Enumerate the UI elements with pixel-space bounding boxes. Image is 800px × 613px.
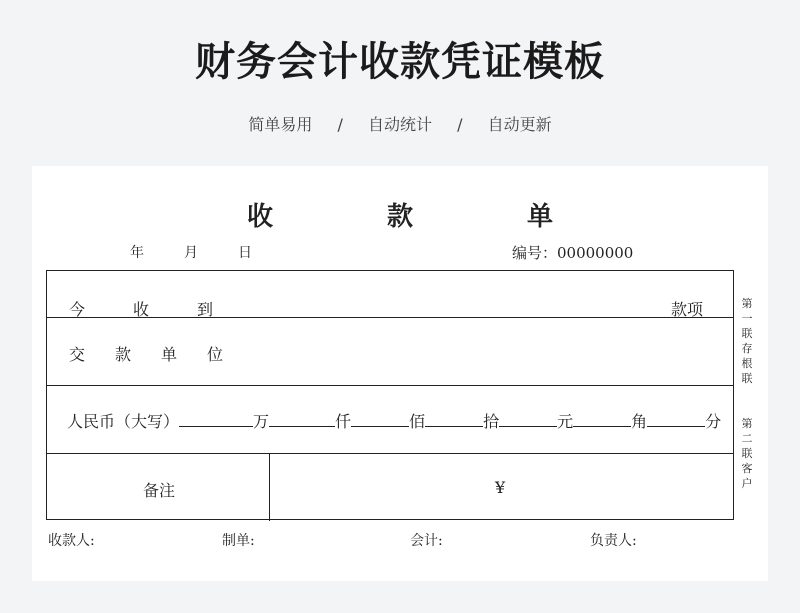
- blank-bai[interactable]: [351, 412, 409, 427]
- amount-row: [47, 385, 733, 453]
- received-char-3: 到: [197, 300, 214, 319]
- side-note-stub: 第一联存根联: [741, 297, 753, 385]
- amount-in-words: [67, 409, 721, 432]
- date-day-label: 日: [238, 245, 252, 261]
- blank-wan[interactable]: [179, 412, 253, 427]
- blank-qian[interactable]: [269, 412, 335, 427]
- voucher-title: 收 款 单: [246, 202, 597, 232]
- unit-jiao: 角: [631, 412, 648, 431]
- date-year-label: 年: [130, 245, 144, 261]
- supervisor-label: 负责人:: [590, 533, 637, 549]
- payer-char-4: 位: [207, 345, 224, 364]
- page-title: 财务会计收款凭证模板: [195, 39, 605, 85]
- blank-jiao[interactable]: [573, 412, 631, 427]
- voucher-number: 编号：00000000: [512, 244, 634, 262]
- subtitle-separator-2: /: [457, 115, 463, 134]
- payer-char-1: 交: [69, 345, 86, 364]
- currency-symbol: ¥: [495, 478, 506, 497]
- payment-item-label: 款项: [671, 300, 704, 319]
- blank-fen[interactable]: [647, 412, 705, 427]
- date-month-label: 月: [184, 245, 198, 261]
- subtitle-item-1: 简单易用: [248, 115, 313, 134]
- subtitle: [0, 112, 800, 135]
- blank-yuan[interactable]: [499, 412, 557, 427]
- accountant-label: 会计:: [410, 533, 443, 549]
- unit-yuan: 元: [557, 412, 574, 431]
- received-char-2: 收: [133, 300, 150, 319]
- blank-shi[interactable]: [425, 412, 483, 427]
- unit-wan: 万: [253, 412, 270, 431]
- row-divider-3: [47, 453, 733, 454]
- remarks-divider: [269, 453, 270, 521]
- unit-qian: 仟: [335, 412, 352, 431]
- remarks-label: 备注: [143, 481, 176, 500]
- payer-char-3: 单: [161, 345, 178, 364]
- subtitle-item-2: 自动统计: [367, 115, 432, 134]
- voucher-paper: [32, 166, 768, 581]
- unit-bai: 佰: [409, 412, 426, 431]
- side-note-customer: 第二联客户: [741, 417, 753, 490]
- received-from-label: [69, 297, 213, 320]
- voucher-form: [46, 270, 734, 520]
- payer-char-2: 款: [115, 345, 132, 364]
- unit-shi: 拾: [483, 412, 500, 431]
- unit-fen: 分: [705, 412, 722, 431]
- subtitle-separator-1: /: [337, 115, 343, 134]
- amount-label: 人民币（大写）: [67, 412, 180, 431]
- payee-label: 收款人:: [48, 533, 95, 549]
- payer-unit-label: [69, 342, 223, 365]
- subtitle-item-3: 自动更新: [487, 115, 552, 134]
- received-char-1: 今: [69, 300, 86, 319]
- maker-label: 制单:: [222, 533, 255, 549]
